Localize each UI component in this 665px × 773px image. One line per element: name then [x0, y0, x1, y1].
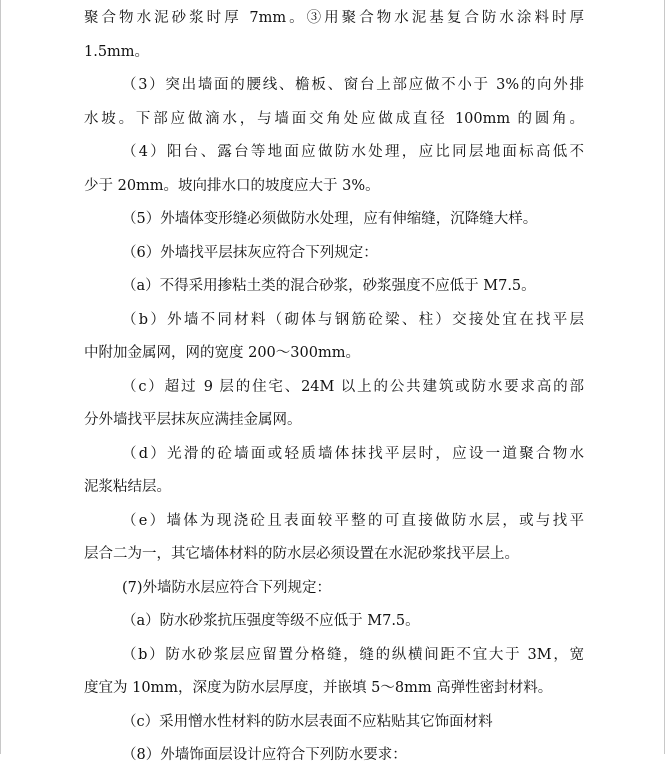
text-line: （b）防水砂浆层应留置分格缝，缝的纵横间距不宜大于 3M，宽: [122, 646, 584, 663]
text-line: 泥浆粘结层。: [84, 479, 171, 495]
text-line: （4）阳台、露台等地面应做防水处理，应比同层地面标高低不: [122, 144, 584, 160]
text-line: 水坡。下部应做滴水，与墙面交角处应做成直径 100mm 的圆角。: [84, 110, 584, 127]
text-line: （a）不得采用掺粘土类的混合砂浆，砂浆强度不应低于 M7.5。: [122, 278, 536, 294]
text-line: （a）防水砂浆抗压强度等级不应低于 M7.5。: [122, 613, 420, 629]
text-line: (7)外墙防水层应符合下列规定：: [122, 579, 332, 596]
text-line: （3）突出墙面的腰线、檐板、窗台上部应做不小于 3%的向外排: [122, 77, 584, 93]
page-border-left: [0, 0, 1, 754]
text-line: 层合二为一，其它墙体材料的防水层必须设置在水泥砂浆找平层上。: [84, 546, 519, 562]
text-line: （d）光滑的砼墙面或轻质墙体抹找平层时，应设一道聚合物水: [122, 445, 584, 462]
text-line: （5）外墙体变形缝必须做防水处理，应有伸缩缝，沉降缝大样。: [122, 211, 538, 227]
text-line: （e）墙体为现浇砼且表面较平整的可直接做防水层，或与找平: [122, 512, 584, 529]
text-line: （6）外墙找平层抹灰应符合下列规定：: [122, 244, 378, 261]
text-line: 分外墙找平层抹灰应满挂金属网。: [84, 412, 302, 428]
text-line: （8）外墙饰面层设计应符合下列防水要求：: [122, 747, 407, 763]
text-line: （b）外墙不同材料（砌体与钢筋砼梁、柱）交接处宜在找平层: [122, 311, 584, 328]
text-line: 少于 20mm。坡向排水口的坡度应大于 3%。: [84, 177, 380, 194]
text-line: 聚合物水泥砂浆时厚 7mm。③用聚合物水泥基复合防水涂料时厚: [84, 10, 584, 26]
document-body: [84, 2, 584, 773]
text-line: 中附加金属网，网的宽度 200～300mm。: [84, 345, 360, 361]
text-line: （c）超过 9 层的住宅、24M 以上的公共建筑或防水要求高的部: [122, 378, 584, 395]
text-line: 1.5mm。: [84, 43, 150, 60]
text-line: 度宜为 10mm，深度为防水层厚度，并嵌填 5～8mm 高弹性密封材料。: [84, 680, 553, 696]
text-line: （c）采用憎水性材料的防水层表面不应粘贴其它饰面材料: [122, 713, 493, 730]
